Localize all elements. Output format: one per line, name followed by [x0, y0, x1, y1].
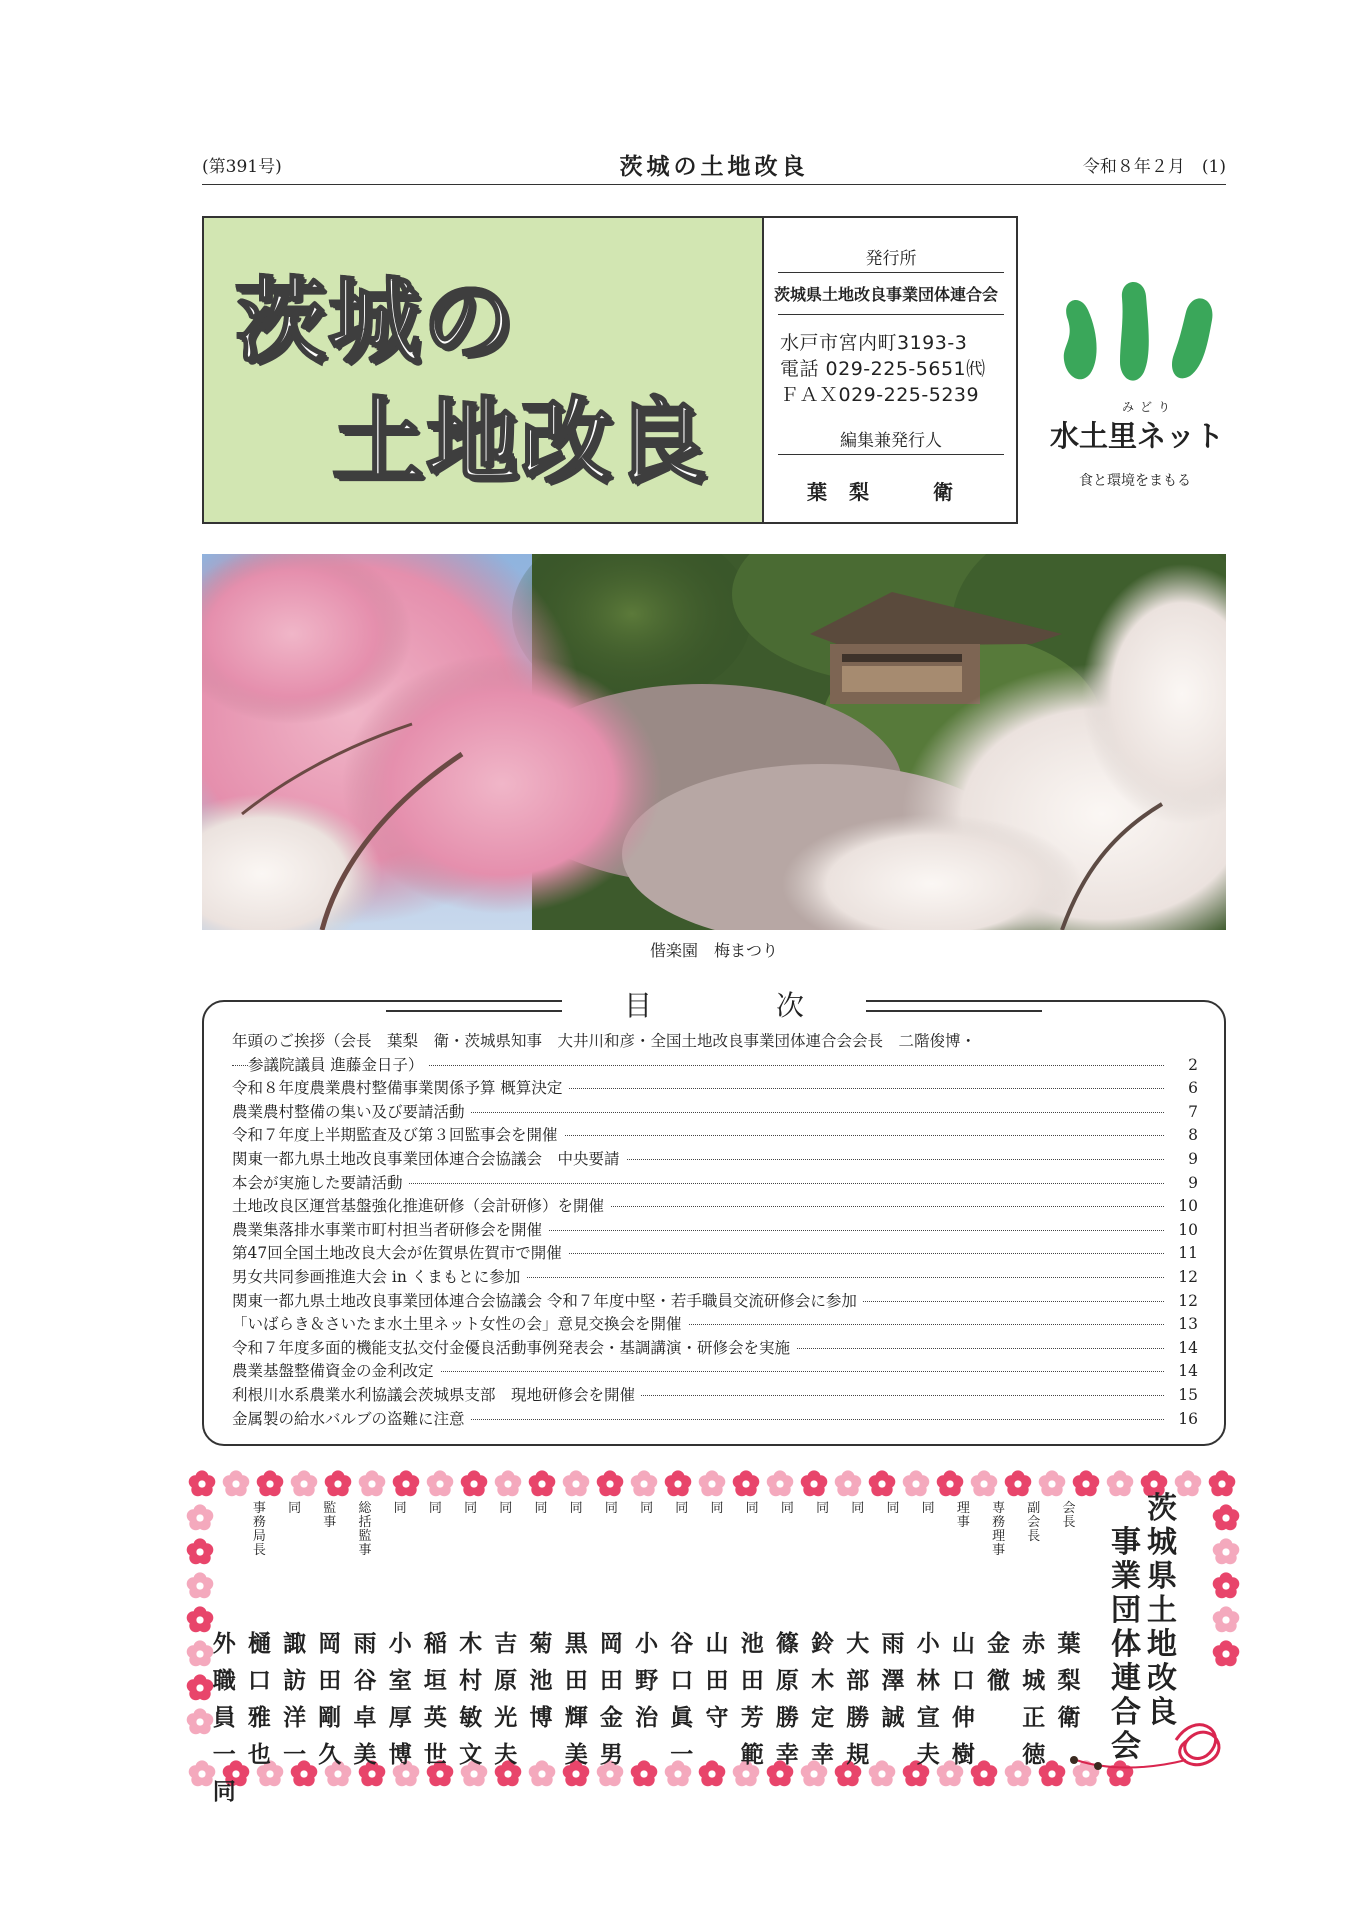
roster-role: 副 会 長	[1027, 1501, 1041, 1544]
roster-name: 岡 田 剛 久	[318, 1631, 342, 1768]
roster-role: 同	[886, 1501, 900, 1516]
divider	[778, 454, 1004, 455]
masthead	[202, 216, 1018, 524]
plum-flower-icon	[1039, 1470, 1066, 1496]
roster-role: 同	[393, 1501, 407, 1516]
toc-item[interactable]: 農業基盤整備資金の金利改定 14	[232, 1360, 1198, 1384]
toc-title: 目 次	[562, 984, 866, 1024]
toc-item[interactable]: 参議院議員 進藤金日子） 2	[232, 1054, 1198, 1078]
photo-caption: 偕楽園 梅まつり	[649, 941, 778, 960]
roster-member	[524, 1502, 558, 1772]
logo-mark-icon	[1040, 270, 1230, 400]
cover-photo	[202, 554, 1226, 930]
plum-flower-icon	[529, 1470, 556, 1496]
roster-organization-col2: 茨 城 県 土 地 改 良	[1147, 1491, 1177, 1730]
running-header	[202, 146, 1226, 185]
toc-item[interactable]: 令和８年度農業農村整備事業関係予算 概算決定 6	[232, 1077, 1198, 1101]
roster-name: 諏 訪 洋 一	[283, 1631, 307, 1768]
roster-name: 大 部 勝 規	[846, 1631, 870, 1768]
roster-name: 外 職 員 一 同	[212, 1631, 236, 1805]
roster-role: 同	[604, 1501, 618, 1516]
roster-role: 専 務 理 事	[992, 1501, 1006, 1558]
plum-flower-icon	[1005, 1470, 1032, 1496]
roster-name: 小 室 厚 博	[388, 1631, 412, 1768]
toc-heading-rule	[386, 1010, 562, 1012]
roster-name: 葉 梨 衛	[1057, 1631, 1081, 1731]
publisher-phone: 電話 029-225-5651㈹	[780, 358, 986, 380]
toc-item[interactable]: 利根川水系農業水利協議会茨城県支部 現地研修会を開催 15	[232, 1384, 1198, 1408]
divider	[778, 314, 1004, 315]
roster-role: 監 事	[323, 1501, 337, 1530]
roster-role: 同	[428, 1501, 442, 1516]
toc-item[interactable]: 男女共同参画推進大会 in くまもとに参加 12	[232, 1266, 1198, 1290]
roster-name: 岡 田 金 男	[599, 1631, 623, 1768]
plum-flower-icon	[597, 1470, 624, 1496]
running-title: 茨城の土地改良	[619, 154, 809, 180]
toc-item[interactable]: 関東一都九県土地改良事業団体連合会協議会 令和７年度中堅・若手職員交流研修会に参加 12	[232, 1290, 1198, 1314]
roster-member	[418, 1502, 452, 1772]
plum-blossom-photo	[202, 554, 1226, 930]
roster-role: 同	[816, 1501, 830, 1516]
plum-flower-icon	[1209, 1470, 1236, 1496]
roster-organization-col1: 事 業 団 体 連 合 会	[1111, 1525, 1141, 1764]
roster-member	[313, 1502, 347, 1772]
roster-name: 雨 谷 卓 美	[353, 1631, 377, 1768]
roster-name: 池 田 芳 範	[740, 1631, 764, 1768]
roster-member	[946, 1502, 980, 1772]
roster-member	[700, 1502, 734, 1772]
roster-member	[1052, 1502, 1086, 1772]
toc-list	[232, 1030, 1198, 1431]
roster-member	[454, 1502, 488, 1772]
plum-flower-icon	[733, 1470, 760, 1496]
table-of-contents	[202, 989, 1226, 1446]
plum-flower-icon	[1213, 1606, 1240, 1632]
logo-wordmark: 水土里ネット	[1050, 419, 1225, 453]
roster-member	[630, 1502, 664, 1772]
roster-name: 樋 口 雅 也	[247, 1631, 271, 1768]
roster-member	[982, 1502, 1016, 1772]
masthead-title-panel	[204, 218, 764, 522]
plum-flower-icon	[359, 1470, 386, 1496]
plum-flower-icon	[801, 1470, 828, 1496]
roster-role: 同	[534, 1501, 548, 1516]
masthead-title-line2: 土地改良	[332, 388, 709, 495]
plum-flower-icon	[1213, 1572, 1240, 1598]
roster-member	[348, 1502, 382, 1772]
roster-role: 同	[288, 1501, 302, 1516]
roster-name: 赤 城 正 徳	[1022, 1631, 1046, 1768]
logo-ruby: みどり	[1122, 400, 1177, 414]
roster-member	[242, 1502, 276, 1772]
roster-member	[841, 1502, 875, 1772]
plum-flower-icon	[427, 1470, 454, 1496]
publisher-label: 発行所	[865, 249, 917, 269]
plum-flower-icon	[937, 1470, 964, 1496]
roster-role: 事 務 局 長	[252, 1501, 266, 1558]
plum-flower-icon	[1213, 1640, 1240, 1666]
roster-member	[735, 1502, 769, 1772]
roster-name: 谷 口 眞 一	[670, 1631, 694, 1768]
roster-member	[489, 1502, 523, 1772]
roster-role: 総 括 監 事	[358, 1501, 372, 1558]
plum-flower-icon	[563, 1470, 590, 1496]
plum-flower-icon	[393, 1470, 420, 1496]
toc-heading	[204, 984, 1224, 1024]
mizuhiki-knot-icon	[1176, 1725, 1219, 1765]
roster-member	[383, 1502, 417, 1772]
roster-name: 鈴 木 定 幸	[811, 1631, 835, 1768]
plum-flower-icon	[495, 1470, 522, 1496]
roster-name: 小 林 宣 夫	[916, 1631, 940, 1768]
plum-flower-icon	[189, 1470, 216, 1496]
roster-role: 同	[675, 1501, 689, 1516]
plum-flower-icon	[869, 1470, 896, 1496]
masthead-title-line1: 茨城の	[234, 268, 517, 375]
plum-flower-icon	[835, 1470, 862, 1496]
toc-item[interactable]: 土地改良区運営基盤強化推進研修（会計研修）を開催 10	[232, 1195, 1198, 1219]
plum-flower-icon	[325, 1470, 352, 1496]
roster-member	[559, 1502, 593, 1772]
editor-label: 編集兼発行人	[840, 431, 942, 451]
plum-flower-icon	[665, 1470, 692, 1496]
roster-member	[594, 1502, 628, 1772]
plum-flower-icon	[903, 1470, 930, 1496]
roster-role: 同	[464, 1501, 478, 1516]
roster-role: 会 長	[1062, 1501, 1076, 1530]
publisher-info	[766, 218, 1016, 522]
plum-flower-icon	[699, 1470, 726, 1496]
publisher-address: 水戸市宮内町3193-3	[780, 332, 968, 354]
roster-name: 黒 田 輝 美	[564, 1631, 588, 1768]
roster-name: 小 野 治	[635, 1631, 659, 1731]
plum-flower-icon	[291, 1470, 318, 1496]
staff-roster	[186, 1470, 1240, 1805]
roster-member	[207, 1502, 241, 1805]
toc-item[interactable]: 本会が実施した要請活動 9	[232, 1172, 1198, 1196]
plum-flower-icon	[1107, 1760, 1134, 1786]
toc-item[interactable]: 農業農村整備の集い及び要請活動 7	[232, 1101, 1198, 1125]
roster-role	[207, 1502, 241, 1614]
roster-role: 同	[640, 1501, 654, 1516]
roster-name: 稲 垣 英 世	[423, 1631, 447, 1768]
toc-item[interactable]: 令和７年度上半期監査及び第３回監事会を開催 8	[232, 1124, 1198, 1148]
roster-name: 篠 原 勝 幸	[775, 1631, 799, 1768]
roster-member	[876, 1502, 910, 1772]
roster-member	[770, 1502, 804, 1772]
roster-member	[665, 1502, 699, 1772]
publisher-name: 茨城県土地改良事業団体連合会	[774, 285, 999, 304]
roster-name: 金 徹	[987, 1631, 1011, 1694]
roster-name: 吉 原 光 夫	[494, 1631, 518, 1768]
roster-member	[911, 1502, 945, 1772]
roster-member	[1017, 1502, 1051, 1772]
toc-item[interactable]: 「いばらき＆さいたま水土里ネット女性の会」意見交換会を開催 13	[232, 1313, 1198, 1337]
roster-name: 山 口 伸 樹	[951, 1631, 975, 1768]
issue-number: (第391号)	[202, 157, 282, 177]
roster-name: 山 田 守	[705, 1631, 729, 1731]
toc-item[interactable]: 関東一都九県土地改良事業団体連合会協議会 中央要請 9	[232, 1148, 1198, 1172]
roster-member	[278, 1502, 312, 1772]
roster-name: 雨 澤 誠	[881, 1631, 905, 1731]
plum-flower-icon	[461, 1470, 488, 1496]
plum-flower-icon	[631, 1470, 658, 1496]
toc-item[interactable]: 年頭のご挨拶（会長 葉梨 衛・茨城県知事 大井川和彦・全国土地改良事業団体連合会会長 二階俊博・	[232, 1030, 1198, 1054]
midori-net-logo	[1040, 270, 1230, 490]
roster-role: 同	[710, 1501, 724, 1516]
roster-role: 同	[499, 1501, 513, 1516]
roster-role: 同	[921, 1501, 935, 1516]
plum-flower-icon	[767, 1470, 794, 1496]
roster-role: 同	[745, 1501, 759, 1516]
roster-role: 同	[851, 1501, 865, 1516]
toc-item[interactable]: 第47回全国土地改良大会が佐賀県佐賀市で開催 11	[232, 1242, 1198, 1266]
logo-caption: 食と環境をまもる	[1079, 473, 1191, 489]
roster-member	[806, 1502, 840, 1772]
divider	[778, 272, 1004, 273]
toc-item[interactable]: 金属製の給水バルブの盗難に注意 16	[232, 1408, 1198, 1432]
roster-role: 理 事	[956, 1501, 970, 1530]
plum-flower-icon	[971, 1470, 998, 1496]
toc-item[interactable]: 令和７年度多面的機能支払交付金優良活動事例発表会・基調講演・研修会を実施 14	[232, 1337, 1198, 1361]
plum-flower-icon	[1213, 1538, 1240, 1564]
toc-item[interactable]: 農業集落排水事業市町村担当者研修会を開催 10	[232, 1219, 1198, 1243]
editor-name: 葉梨 衛	[807, 480, 975, 504]
plum-flower-icon	[1213, 1504, 1240, 1530]
toc-heading-rule	[866, 1010, 1042, 1012]
plum-flower-icon	[257, 1470, 284, 1496]
roster-role: 同	[569, 1501, 583, 1516]
roster-name: 木 村 敏 文	[459, 1631, 483, 1768]
roster-role: 同	[780, 1501, 794, 1516]
plum-flower-icon	[1073, 1470, 1100, 1496]
plum-flower-icon	[1107, 1470, 1134, 1496]
roster-name: 菊 池 博	[529, 1631, 553, 1731]
issue-date: 令和８年２月 (1)	[1082, 157, 1226, 177]
plum-flower-icon	[223, 1470, 250, 1496]
publisher-fax: ＦＡＸ029-225-5239	[780, 384, 980, 406]
